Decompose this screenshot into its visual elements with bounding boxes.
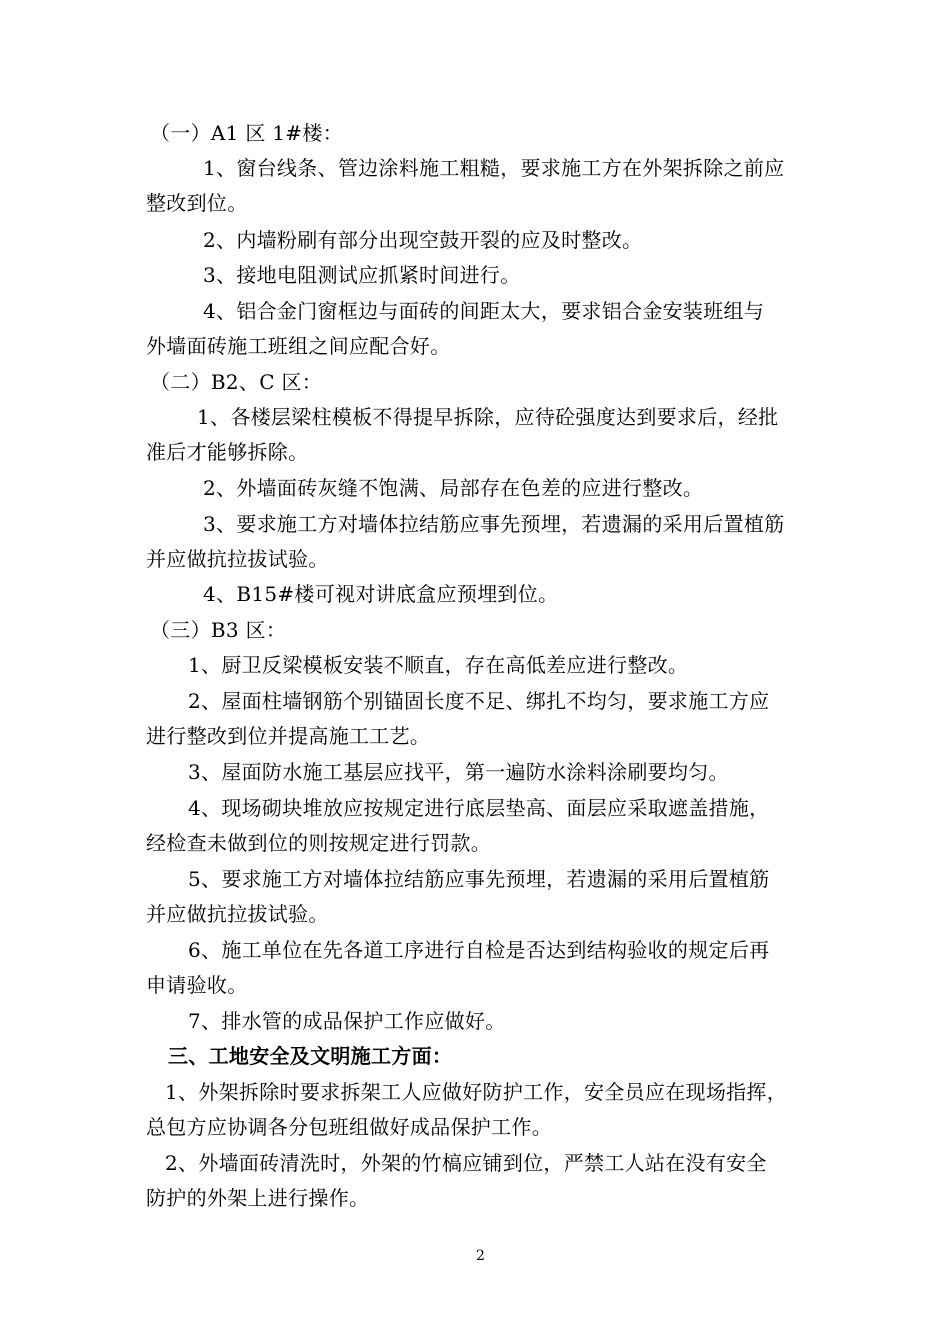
paragraph-line: 申请验收。 bbox=[146, 973, 248, 997]
paragraph-line: 2、屋面柱墙钢筋个别锚固长度不足、绑扎不均匀，要求施工方应 bbox=[188, 689, 770, 713]
paragraph-line: 2、外墙面砖清洗时，外架的竹槁应铺到位，严禁工人站在没有安全 bbox=[165, 1151, 767, 1175]
section-heading-b2-c: （二）B2、C 区： bbox=[150, 370, 323, 394]
page-number: 2 bbox=[476, 1248, 485, 1264]
paragraph-line: 3、要求施工方对墙体拉结筋应事先预埋，若遗漏的采用后置植筋 bbox=[203, 512, 785, 536]
paragraph-line: 6、施工单位在先各道工序进行自检是否达到结构验收的规定后再 bbox=[188, 938, 770, 962]
section-heading-b3: （三）B3 区： bbox=[150, 618, 287, 642]
paragraph-line: 总包方应协调各分包班组做好成品保护工作。 bbox=[146, 1115, 552, 1139]
paragraph-line: 外墙面砖施工班组之间应配合好。 bbox=[146, 334, 451, 358]
paragraph-line: 整改到位。 bbox=[146, 191, 248, 215]
paragraph-line: 并应做抗拉拔试验。 bbox=[146, 902, 329, 926]
paragraph-line: 4、B15#楼可视对讲底盒应预埋到位。 bbox=[203, 582, 559, 606]
paragraph-line: 1、窗台线条、管边涂料施工粗糙，要求施工方在外架拆除之前应 bbox=[203, 156, 785, 180]
paragraph-line: 2、外墙面砖灰缝不饱满、局部存在色差的应进行整改。 bbox=[203, 476, 704, 500]
paragraph-line: 防护的外架上进行操作。 bbox=[146, 1186, 370, 1210]
paragraph-line: 1、各楼层梁柱模板不得提早拆除，应待砼强度达到要求后，经批 bbox=[197, 405, 779, 429]
paragraph-line: 5、要求施工方对墙体拉结筋应事先预埋，若遗漏的采用后置植筋 bbox=[188, 867, 770, 891]
paragraph-line: 并应做抗拉拔试验。 bbox=[146, 547, 329, 571]
paragraph-line: 3、屋面防水施工基层应找平，第一遍防水涂料涂刷要均匀。 bbox=[188, 760, 729, 784]
paragraph-line: 2、内墙粉刷有部分出现空鼓开裂的应及时整改。 bbox=[203, 228, 643, 252]
paragraph-line: 4、现场砌块堆放应按规定进行底层垫高、面层应采取遮盖措施， bbox=[188, 796, 770, 820]
paragraph-line: 4、铝合金门窗框边与面砖的间距太大，要求铝合金安装班组与 bbox=[203, 299, 765, 323]
section-heading-safety: 三、工地安全及文明施工方面： bbox=[168, 1044, 453, 1068]
paragraph-line: 1、厨卫反梁模板安装不顺直，存在高低差应进行整改。 bbox=[188, 653, 689, 677]
paragraph-line: 3、接地电阻测试应抓紧时间进行。 bbox=[203, 263, 521, 287]
paragraph-line: 准后才能够拆除。 bbox=[146, 440, 309, 464]
paragraph-line: 7、排水管的成品保护工作应做好。 bbox=[188, 1009, 506, 1033]
section-heading-a1: （一）A1 区 1#楼： bbox=[150, 121, 343, 145]
paragraph-line: 进行整改到位并提高施工工艺。 bbox=[146, 724, 431, 748]
paragraph-line: 经检查未做到位的则按规定进行罚款。 bbox=[146, 831, 492, 855]
paragraph-line: 1、外架拆除时要求拆架工人应做好防护工作，安全员应在现场指挥， bbox=[165, 1080, 788, 1104]
